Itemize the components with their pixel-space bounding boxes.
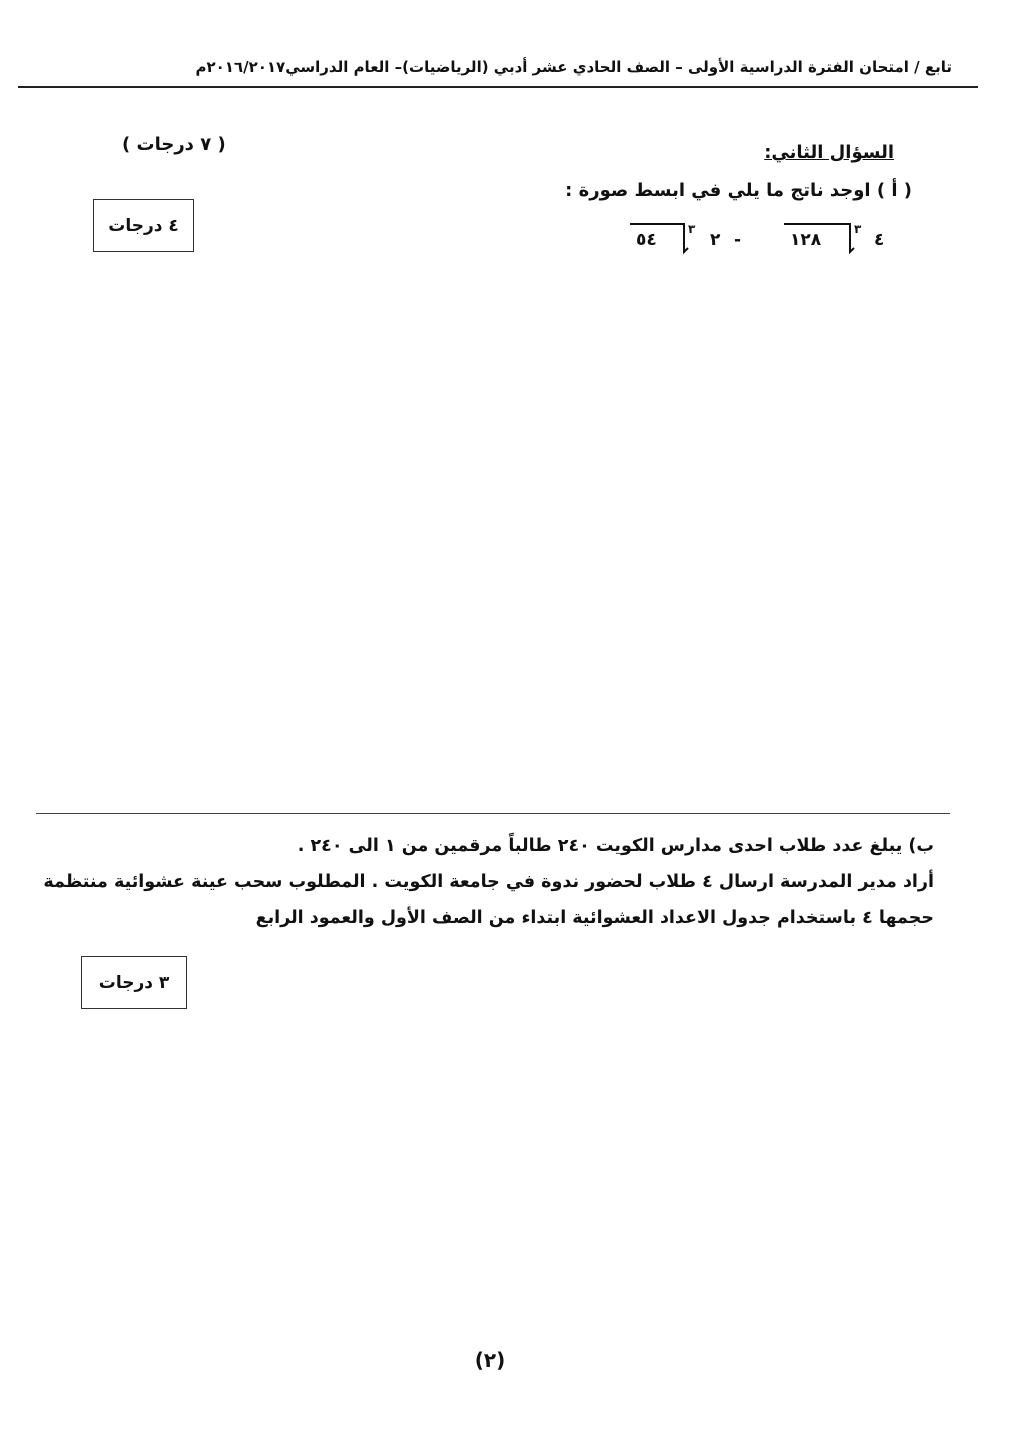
radicand-2: ٥٤: [636, 230, 657, 250]
radical-expression: [628, 214, 888, 260]
exam-header: تابع / امتحان الفترة الدراسية الأولى – الصف الحادي عشر أدبي (الرياضيات)– العام الدراسي٢٠١٦/٢٠١٧م: [195, 58, 952, 76]
coefficient-2: ٢: [710, 230, 721, 250]
part-b-text: [43, 828, 934, 936]
page-number: (٢): [474, 1348, 506, 1372]
part-a-instruction: ( أ ) اوجد ناتج ما يلي في ابسط صورة :: [565, 180, 912, 201]
header-divider: [18, 86, 978, 88]
coefficient-1: ٤: [874, 230, 885, 250]
radical-sign-1: [784, 224, 854, 252]
question-total-marks: ( ٧ درجات ): [122, 134, 226, 155]
part-b-line: أراد مدير المدرسة ارسال ٤ طلاب لحضور ندوة في جامعة الكويت . المطلوب سحب عينة عشوائية منتظمة: [43, 872, 934, 892]
part-a-marks-box: ٤ درجات: [93, 199, 194, 252]
question-title: السؤال الثاني:: [764, 142, 894, 163]
radical-sign-2: [630, 224, 688, 252]
part-b-line: حجمها ٤ باستخدام جدول الاعداد العشوائية ابتداء من الصف الأول والعمود الرابع: [255, 908, 934, 928]
radicand-1: ١٢٨: [790, 230, 822, 250]
minus-sign: -: [734, 230, 742, 250]
root-index-1: ٣: [854, 222, 862, 236]
part-b-line: ب) يبلغ عدد طلاب احدى مدارس الكويت ٢٤٠ طالباً مرقمين من ١ الى ٢٤٠ .: [297, 836, 934, 856]
section-divider: [36, 813, 950, 814]
radical-signs: [628, 214, 888, 260]
part-b-marks-box: ٣ درجات: [81, 956, 187, 1009]
root-index-2: ٣: [688, 222, 696, 236]
